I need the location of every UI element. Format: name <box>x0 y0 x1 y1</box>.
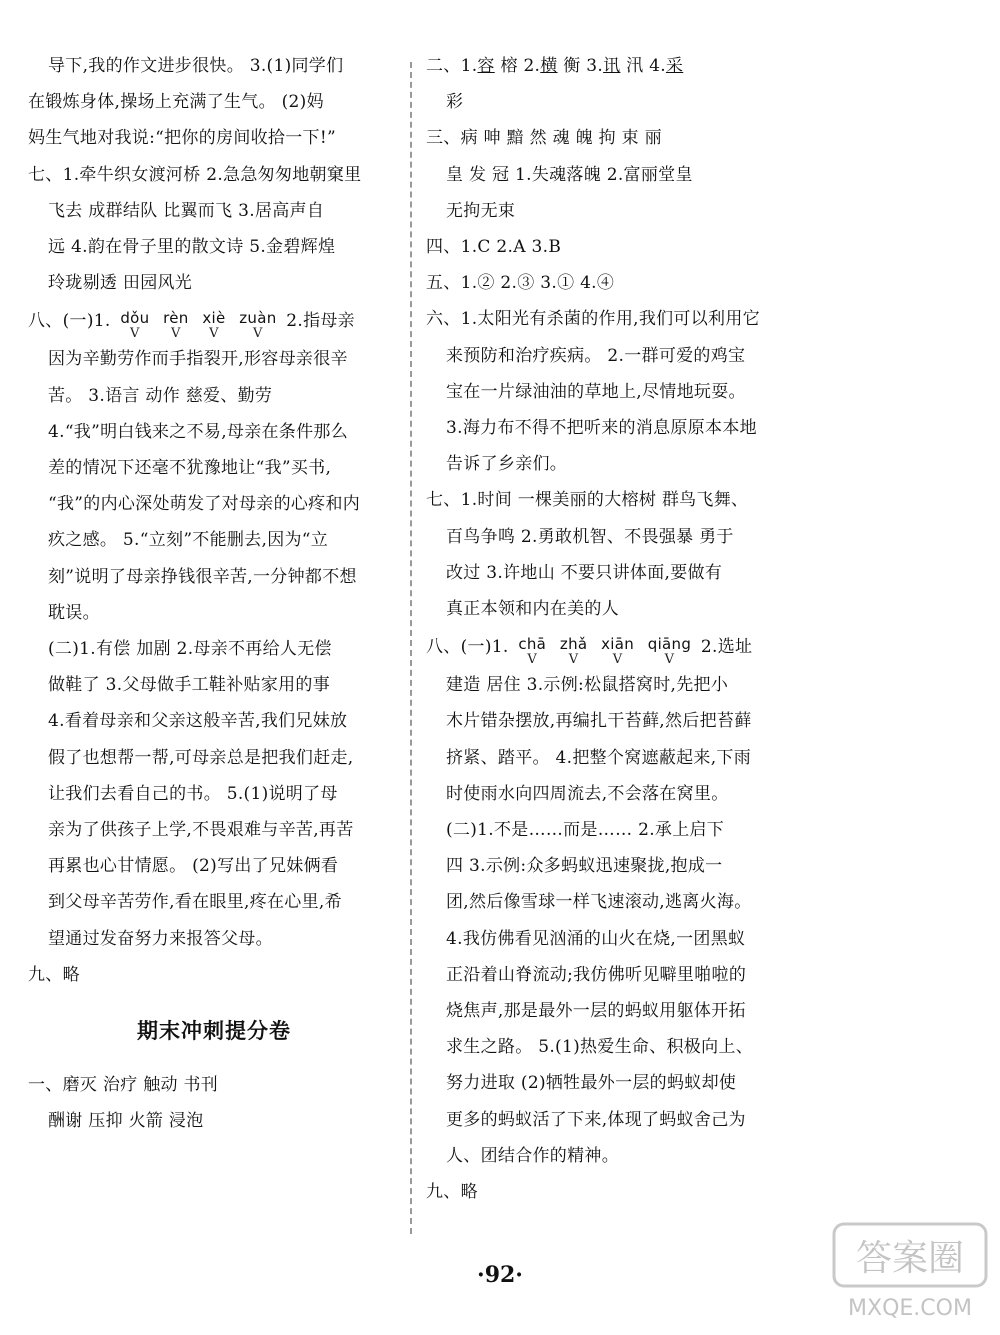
answer-line: 让我们去看自己的书。 5.(1)说明了母 <box>48 783 338 804</box>
answer-line: 3.海力布不得不把听来的消息原原本本地 <box>446 418 757 439</box>
answer-line: 时使雨水向四周流去,不会落在窝里。 <box>446 783 729 804</box>
answer-line: 疚之感。 5.“立刻”不能删去,因为“立 <box>48 530 329 551</box>
answer-line: “我”的内心深处萌发了对母亲的心疼和内 <box>48 494 361 515</box>
answer-line: 更多的蚂蚁活了下来,体现了蚂蚁舍己为 <box>446 1109 746 1130</box>
answer-text: 2.指母亲 <box>286 311 355 332</box>
answer-line: 改过 3.许地山 不要只讲体面,要做有 <box>446 562 723 583</box>
answer-line: 团,然后像雪球一样飞速滚动,逃离火海。 <box>446 892 752 913</box>
answer-line: 百鸟争鸣 2.勇敢机智、不畏强暴 勇于 <box>446 526 734 547</box>
pinyin-answer-line <box>28 301 400 341</box>
answer-text: 衡 3. <box>557 56 604 76</box>
check-mark: V <box>130 326 140 342</box>
left-column <box>28 48 400 1139</box>
answer-text: 2.选址 <box>700 637 753 658</box>
answer-line: 4.看着母亲和父亲这般辛苦,我们兄妹放 <box>48 711 348 732</box>
check-mark: V <box>209 326 219 342</box>
underlined-char: 横 <box>540 56 558 76</box>
pinyin-text: qiāng <box>647 635 692 654</box>
check-mark: V <box>253 326 263 342</box>
answer-line: 努力进取 (2)牺牲最外一层的蚂蚁却使 <box>446 1073 737 1094</box>
pinyin-text: zhǎ <box>559 635 588 654</box>
page-number: ·92· <box>477 1262 523 1288</box>
pinyin-text: dǒu <box>120 309 150 328</box>
pinyin-item <box>163 309 188 341</box>
underlined-char: 讯 <box>603 56 621 76</box>
pinyin-item <box>518 635 546 667</box>
answer-line: 假了也想帮一帮,可母亲总是把我们赶走, <box>48 747 354 768</box>
answer-line: 真正本领和内在美的人 <box>446 599 619 620</box>
answer-line: 酬谢 压抑 火箭 浸泡 <box>48 1111 204 1132</box>
answer-text: 榕 2. <box>494 56 541 76</box>
answer-line: 远 4.韵在骨子里的散文诗 5.金碧辉煌 <box>48 237 336 258</box>
answer-line: 苦。 3.语言 动作 慈爱、勤劳 <box>48 385 273 406</box>
answer-line: 导下,我的作文进步很快。 3.(1)同学们 <box>48 56 344 76</box>
question-label: 二、1. <box>426 56 478 76</box>
answer-line: 正沿着山脊流动;我仿佛听见噼里啪啦的 <box>446 964 747 985</box>
pinyin-item <box>648 635 691 667</box>
answer-line: 九、略 <box>28 964 80 985</box>
column-divider <box>410 62 412 1234</box>
answer-line: 六、1.太阳光有杀菌的作用,我们可以利用它 <box>426 309 760 330</box>
answer-line: (二)1.有偿 加剧 2.母亲不再给人无偿 <box>48 639 332 660</box>
underlined-char: 容 <box>477 56 495 76</box>
answer-line: 皇 发 冠 1.失魂落魄 2.富丽堂皇 <box>446 164 693 185</box>
answer-line: 彩 <box>446 92 464 113</box>
pinyin-text: xiè <box>202 309 226 328</box>
check-mark: V <box>612 652 623 668</box>
answer-line: 人、团结合作的精神。 <box>446 1145 619 1166</box>
check-mark: V <box>527 652 538 668</box>
section-title: 期末冲刺提分卷 <box>137 1019 291 1044</box>
underlined-char: 采 <box>665 56 684 76</box>
check-mark: V <box>664 652 675 668</box>
check-mark: V <box>568 652 579 668</box>
answer-line: 建造 居住 3.示例:松鼠搭窝时,先把小 <box>446 675 729 696</box>
watermark-url: MXQE.COM <box>848 1296 972 1321</box>
watermark-logo <box>830 1220 990 1325</box>
answer-line: 九、略 <box>426 1182 478 1203</box>
answer-line: 三、病 呻 黯 然 魂 魄 拘 束 丽 <box>426 128 662 149</box>
question-label: 八、(一)1. <box>426 637 509 658</box>
pinyin-text: chā <box>518 635 547 654</box>
answer-line: 四、1.C 2.A 3.B <box>426 237 562 258</box>
answer-line: (二)1.不是……而是…… 2.承上启下 <box>446 820 725 841</box>
answer-line: 宝在一片绿油油的草地上,尽情地玩耍。 <box>446 381 746 402</box>
question-label: 八、(一)1. <box>28 311 111 332</box>
answer-line: 望通过发奋努力来报答父母。 <box>48 928 273 949</box>
answer-line: 求生之路。 5.(1)热爱生命、积极向上、 <box>446 1037 754 1058</box>
answer-line: 玲珑剔透 田园风光 <box>48 273 193 294</box>
pinyin-text: rèn <box>163 309 189 328</box>
pinyin-text: zuàn <box>239 309 277 328</box>
pinyin-item <box>202 309 225 341</box>
pinyin-answer-line <box>426 627 802 667</box>
answer-line: 到父母辛苦劳作,看在眼里,疼在心里,希 <box>48 892 342 913</box>
answer-line: 因为辛勤劳作而手指裂开,形容母亲很辛 <box>48 349 348 370</box>
watermark-text: 答案圈 <box>855 1238 965 1279</box>
answer-line: 无拘无束 <box>446 200 516 221</box>
answer-line: 4.“我”明白钱来之不易,母亲在条件那么 <box>48 421 349 442</box>
answer-line: 木片错杂摆放,再编扎干苔藓,然后把苔藓 <box>446 711 752 732</box>
answer-line: 做鞋了 3.父母做手工鞋补贴家用的事 <box>48 675 331 696</box>
answer-text: 汛 4. <box>620 56 666 76</box>
answer-line: 七、1.时间 一棵美丽的大榕树 群鸟飞舞、 <box>426 490 749 511</box>
answer-line: 差的情况下还毫不犹豫地让“我”买书, <box>48 458 332 479</box>
answer-line: 耽误。 <box>48 602 100 623</box>
answer-line <box>426 48 802 84</box>
answer-line: 挤紧、踏平。 4.把整个窝遮蔽起来,下雨 <box>446 747 752 768</box>
answer-line: 四 3.示例:众多蚂蚁迅速聚拢,抱成一 <box>446 856 723 877</box>
answer-line: 来预防和治疗疾病。 2.一群可爱的鸡宝 <box>446 345 746 366</box>
answer-line: 告诉了乡亲们。 <box>446 454 568 475</box>
pinyin-item <box>560 635 587 667</box>
check-mark: V <box>171 326 181 342</box>
pinyin-item <box>239 309 276 341</box>
answer-line: 烧焦声,那是最外一层的蚂蚁用躯体开拓 <box>446 1001 746 1022</box>
pinyin-item <box>601 635 634 667</box>
answer-line: 亲为了供孩子上学,不畏艰难与辛苦,再苦 <box>48 820 354 841</box>
pinyin-item <box>120 309 149 341</box>
pinyin-text: xiān <box>601 635 635 654</box>
answer-line: 七、1.牵牛织女渡河桥 2.急急匆匆地朝窠里 <box>28 164 362 185</box>
answer-line: 再累也心甘情愿。 (2)写出了兄妹俩看 <box>48 856 339 877</box>
answer-line: 4.我仿佛看见汹涌的山火在烧,一团黑蚁 <box>446 928 746 949</box>
answer-line: 刻”说明了母亲挣钱很辛苦,一分钟都不想 <box>48 566 357 587</box>
right-column <box>426 48 802 1210</box>
answer-line: 一、磨灭 治疗 触动 书刊 <box>28 1075 219 1096</box>
answer-line: 飞去 成群结队 比翼而飞 3.居高声自 <box>48 200 325 221</box>
answer-line: 五、1.② 2.③ 3.① 4.④ <box>426 273 615 294</box>
answer-line: 妈生气地对我说:“把你的房间收拾一下!” <box>28 128 336 149</box>
answer-line: 在锻炼身体,操场上充满了生气。 (2)妈 <box>28 92 324 113</box>
